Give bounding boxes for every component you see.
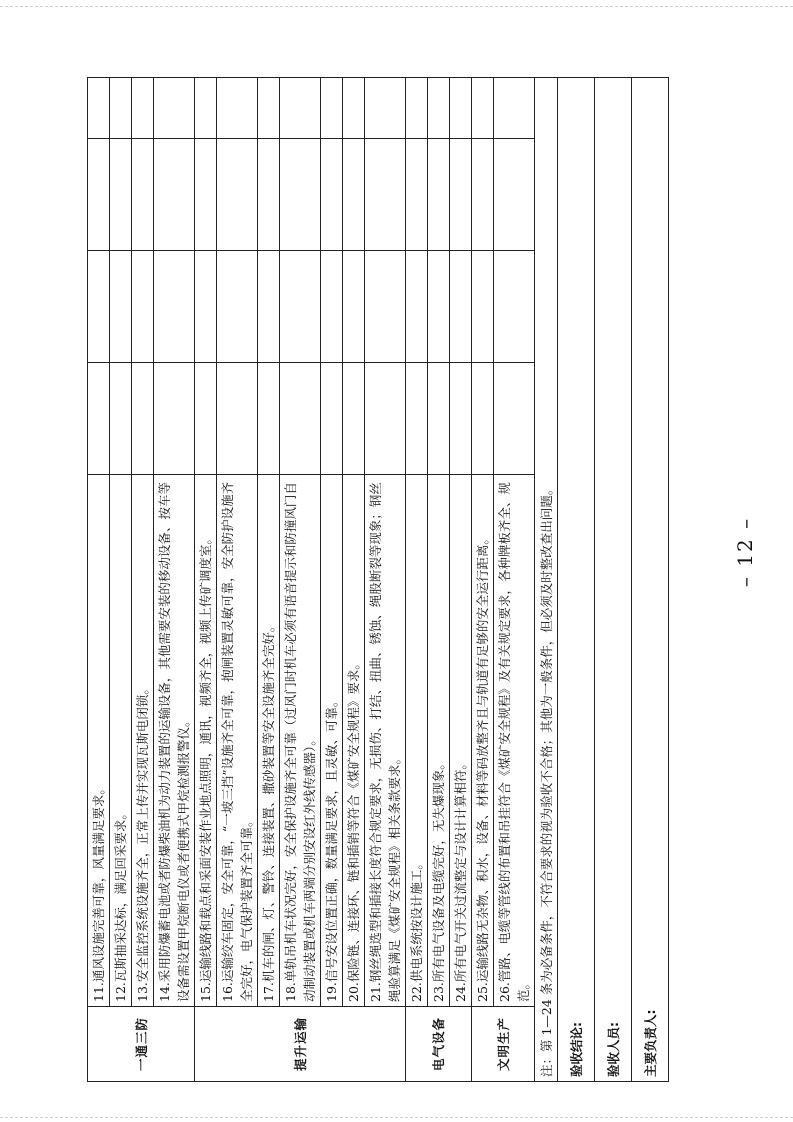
blank-cell[interactable] [195, 139, 217, 251]
blank-cell[interactable] [428, 78, 450, 139]
table-row [258, 78, 280, 1082]
sign-field[interactable]: 验收结论: [558, 78, 595, 1082]
blank-cell[interactable] [450, 78, 472, 139]
category-cell: 文明生产 [472, 1007, 535, 1082]
page-edge-bottom [0, 1117, 793, 1118]
table-row [217, 78, 258, 1082]
blank-cell[interactable] [110, 251, 132, 363]
blank-cell[interactable] [365, 78, 406, 139]
requirement-cell: 17.机车的闸、灯、警铃、连接装置、撒砂装置等安全设施齐全完好。 [258, 475, 280, 1007]
table-row [132, 78, 154, 1082]
blank-cell[interactable] [258, 251, 280, 363]
blank-cell[interactable] [343, 139, 365, 251]
blank-cell[interactable] [406, 139, 428, 251]
blank-cell[interactable] [450, 251, 472, 363]
blank-cell[interactable] [154, 363, 195, 475]
blank-cell[interactable] [450, 139, 472, 251]
blank-cell[interactable] [428, 363, 450, 475]
note-row [535, 78, 558, 1082]
table-row [428, 78, 450, 1082]
blank-cell[interactable] [154, 78, 195, 139]
blank-cell[interactable] [321, 251, 343, 363]
requirement-cell: 13.安全监控系统设施齐全，正常上传并实现瓦斯电闭锁。 [132, 475, 154, 1007]
blank-cell[interactable] [472, 363, 494, 475]
requirement-cell: 12.瓦斯抽采达标，满足回采要求。 [110, 475, 132, 1007]
requirement-cell: 21.钢丝绳选型和插接长度符合规定要求，无损伤、打结、扭曲、锈蚀、绳股断裂等现象；钢丝绳验算满足《煤矿安全规程》相关条款要求。 [365, 475, 406, 1007]
blank-cell[interactable] [280, 363, 321, 475]
blank-cell[interactable] [154, 251, 195, 363]
table-row [494, 78, 535, 1082]
page-number: – 12 – [733, 516, 758, 588]
category-cell: 提升运输 [195, 1007, 406, 1082]
blank-cell[interactable] [88, 363, 110, 475]
blank-cell[interactable] [321, 363, 343, 475]
sign-field[interactable]: 验收人员: [595, 78, 632, 1082]
blank-cell[interactable] [195, 251, 217, 363]
blank-cell[interactable] [494, 251, 535, 363]
acceptance-table [87, 77, 669, 1082]
blank-cell[interactable] [217, 363, 258, 475]
requirement-cell: 26.管路、电缆等管线的布置和吊挂符合《煤矿安全规程》及有关规定要求，各种牌板齐全、规范。 [494, 475, 535, 1007]
table-row [343, 78, 365, 1082]
blank-cell[interactable] [88, 251, 110, 363]
requirement-cell: 16.运输绞车固定，安全可靠，“一坡三挡”设施齐全可靠，抱闸装置灵敏可靠，安全防护设施齐全完好，电气保护装置齐全可靠。 [217, 475, 258, 1007]
requirement-cell: 18.单轨吊机车状况完好，安全保护设施齐全可靠（过风门时机车必须有语音提示和防撞风门自动制动装置或机车两端分别安设红外线传感器）。 [280, 475, 321, 1007]
blank-cell[interactable] [132, 251, 154, 363]
table-row [450, 78, 472, 1082]
table-row [280, 78, 321, 1082]
blank-cell[interactable] [217, 139, 258, 251]
requirement-cell: 20.保险链、连接环、链和插销等符合《煤矿安全规程》要求。 [343, 475, 365, 1007]
table-row [472, 78, 494, 1082]
blank-cell[interactable] [428, 251, 450, 363]
rotated-sheet [87, 78, 691, 1082]
blank-cell[interactable] [88, 78, 110, 139]
blank-cell[interactable] [321, 78, 343, 139]
blank-cell[interactable] [217, 251, 258, 363]
table-row [110, 78, 132, 1082]
blank-cell[interactable] [88, 139, 110, 251]
blank-cell[interactable] [343, 78, 365, 139]
blank-cell[interactable] [154, 139, 195, 251]
note-text: 注：第 1—24 条为必备条件，不符合要求的视为验收不合格；其他为一般条件，但必须及时整改查出问题。 [535, 78, 558, 1082]
blank-cell[interactable] [406, 251, 428, 363]
blank-cell[interactable] [258, 139, 280, 251]
blank-cell[interactable] [321, 139, 343, 251]
blank-cell[interactable] [195, 78, 217, 139]
blank-cell[interactable] [365, 363, 406, 475]
table-row [88, 78, 110, 1082]
page-edge-top [0, 6, 793, 7]
category-cell: 电气设备 [406, 1007, 472, 1082]
requirement-cell: 19.信号安设位置正确，数量满足要求，且灵敏、可靠。 [321, 475, 343, 1007]
blank-cell[interactable] [343, 251, 365, 363]
blank-cell[interactable] [195, 363, 217, 475]
blank-cell[interactable] [472, 78, 494, 139]
blank-cell[interactable] [132, 139, 154, 251]
table-row [365, 78, 406, 1082]
blank-cell[interactable] [365, 251, 406, 363]
blank-cell[interactable] [428, 139, 450, 251]
sign-field[interactable]: 主要负责人: [632, 78, 669, 1082]
blank-cell[interactable] [280, 251, 321, 363]
blank-cell[interactable] [406, 78, 428, 139]
blank-cell[interactable] [472, 139, 494, 251]
table-row [406, 78, 428, 1082]
sign-row [558, 78, 595, 1082]
blank-cell[interactable] [217, 78, 258, 139]
table-row [154, 78, 195, 1082]
blank-cell[interactable] [280, 78, 321, 139]
requirement-cell: 15.运输线路和载点和采面安装作业地点照明，通讯，视频齐全，视频上传矿调度室。 [195, 475, 217, 1007]
blank-cell[interactable] [406, 363, 428, 475]
sign-row [595, 78, 632, 1082]
blank-cell[interactable] [494, 139, 535, 251]
category-cell: 一通三防 [88, 1007, 195, 1082]
blank-cell[interactable] [343, 363, 365, 475]
blank-cell[interactable] [110, 363, 132, 475]
blank-cell[interactable] [280, 139, 321, 251]
blank-cell[interactable] [472, 251, 494, 363]
requirement-cell: 14.采用防爆蓄电池或者防爆柴油机为动力装置的运输设备，其他需要安装的移动设备、按车等设备需设置甲烷断电仪或者便携式甲烷检测报警仪。 [154, 475, 195, 1007]
requirement-cell: 24.所有电气开关过流整定与设计计算相符。 [450, 475, 472, 1007]
requirement-cell: 23.所有电气设备及电缆完好，无失爆现象。 [428, 475, 450, 1007]
sign-row [632, 78, 669, 1082]
blank-cell[interactable] [494, 78, 535, 139]
blank-cell[interactable] [494, 363, 535, 475]
blank-cell[interactable] [450, 363, 472, 475]
blank-cell[interactable] [110, 78, 132, 139]
table-row [195, 78, 217, 1082]
blank-cell[interactable] [110, 139, 132, 251]
requirement-cell: 22.供电系统按设计施工。 [406, 475, 428, 1007]
table-row [321, 78, 343, 1082]
blank-cell[interactable] [258, 363, 280, 475]
blank-cell[interactable] [132, 363, 154, 475]
blank-cell[interactable] [258, 78, 280, 139]
blank-cell[interactable] [132, 78, 154, 139]
requirement-cell: 25.运输线路无杂物、积水，设备、材料等码放整齐且与轨道有足够的安全运行距离。 [472, 475, 494, 1007]
blank-cell[interactable] [365, 139, 406, 251]
requirement-cell: 11.通风设施完善可靠，风量满足要求。 [88, 475, 110, 1007]
